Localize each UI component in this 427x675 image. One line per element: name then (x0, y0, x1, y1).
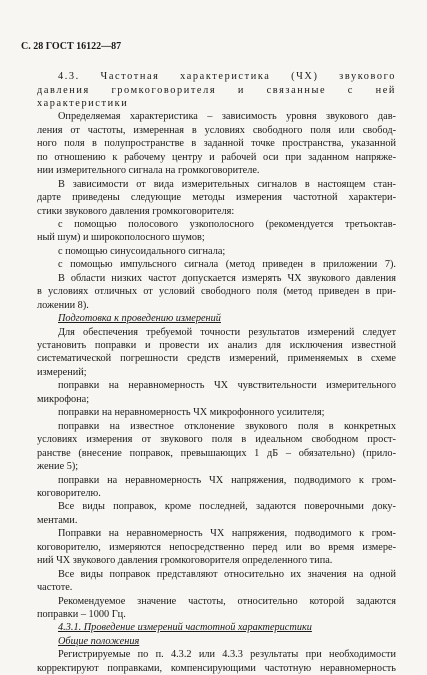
subsection-heading: Подготовка к проведению измерений (58, 313, 221, 325)
paragraph-line: Определяемая характеристика – зависимость уровня звукового дав- (58, 111, 396, 123)
paragraph-line: поправки – 1000 Гц. (37, 609, 126, 620)
paragraph-line: частоте. (37, 582, 73, 594)
paragraph-line: коговорителю. (37, 487, 101, 499)
subsection-subheading: Общие положения (58, 635, 140, 647)
paragraph-line: Рекомендуемое значение частоты, относительно которой задаются (58, 595, 396, 607)
paragraph-line: нии измерительного сигнала на громкоговорителе. (37, 165, 260, 177)
paragraph-line: корректируют поправками, компенсирующими частотную неравномерность (37, 662, 396, 674)
list-item-line: ный шум) и широкополосного шумов; (37, 232, 205, 244)
paragraph-line: жение 5); (37, 461, 79, 472)
paragraph-line: поправки на известное отклонение звукового поля в конкретных (58, 420, 396, 432)
paragraph-line: дарте приведены следующие методы измерения частотной характери- (37, 192, 396, 204)
list-item-line: с помощью полосового узкополосного (рекомендуется третьоктав- (58, 218, 396, 230)
paragraph-line: ного поля в полупространстве в заданной точке пространства, указанной (37, 138, 396, 150)
paragraph-line: В зависимости от вида измерительных сигналов в настоящем стан- (58, 178, 396, 190)
paragraph-line: условиях измерения от звукового поля в идеальном свободном прост- (37, 434, 396, 446)
paragraph-line: Все виды поправок представляют относительно их значения на одной (58, 568, 396, 580)
paragraph-line: коговорителю, измеряются непосредственно перед или во время измере- (37, 541, 396, 553)
paragraph-line: стики звукового давления громкоговорителя: (37, 205, 235, 217)
paragraph-line: поправки на неравномерность ЧХ микрофонного усилителя; (58, 407, 325, 419)
paragraph-line: измерений; (37, 366, 87, 378)
paragraph-line: систематической погрешности средств измерений, применяемых в схеме (37, 353, 396, 365)
paragraph-line: ложении 8). (37, 299, 89, 311)
paragraph-line: поправки на неравномерность ЧХ чувствительности измерительного (58, 380, 396, 392)
subsection-heading: 4.3.1. Проведение измерений частотной характеристики (58, 622, 312, 634)
section-heading-line-3: характеристики (37, 97, 129, 109)
list-item-line: с помощью импульсного сигнала (метод приведен в приложении 7). (58, 259, 396, 271)
paragraph-line: ментами. (37, 514, 78, 526)
paragraph-line: ления от частоты, измеренная в условиях свободного поля или свобод- (37, 124, 396, 136)
paragraph-line: ранстве (внесение поправок, превышающих 1 дБ – обязательно) (прило- (37, 447, 396, 459)
paragraph-line: установить поправки и провести их анализ для исключения известной (37, 340, 396, 351)
paragraph-line: Все виды поправок, кроме последней, задаются поверочными доку- (58, 501, 396, 513)
paragraph-line: поправки на неравномерность ЧХ напряжения, подводимого к гром- (58, 474, 396, 486)
paragraph-line: В области низких частот допускается измерять ЧХ звукового давления (58, 272, 396, 284)
paragraph-line: в условиях отличных от условий свободного поля (метод приведен в при- (37, 286, 396, 298)
section-heading-line-2: давления громкоговорителя и связанные с ней (37, 84, 396, 96)
section-heading-line-1: 4.3. Частотная характеристика (ЧХ) звукового (58, 71, 396, 82)
page-header: С. 28 ГОСТ 16122—87 (21, 41, 122, 52)
paragraph-line: Для обеспечения требуемой точности результатов измерений следует (58, 326, 396, 338)
paragraph-line: микрофона; (37, 393, 90, 405)
paragraph-line: Поправки на неравномерность ЧХ напряжения, подводимого к гром- (58, 528, 396, 540)
paragraph-line: по отношению к рабочему центру и рабочей оси при заданном напряже- (37, 151, 396, 163)
list-item-line: с помощью синусоидального сигнала; (58, 245, 226, 257)
paragraph-line: ний ЧХ звукового давления громкоговорителя определенного типа. (37, 555, 333, 567)
paragraph-line: Регистрируемые по п. 4.3.2 или 4.3.3 результаты при необходимости (58, 649, 396, 661)
